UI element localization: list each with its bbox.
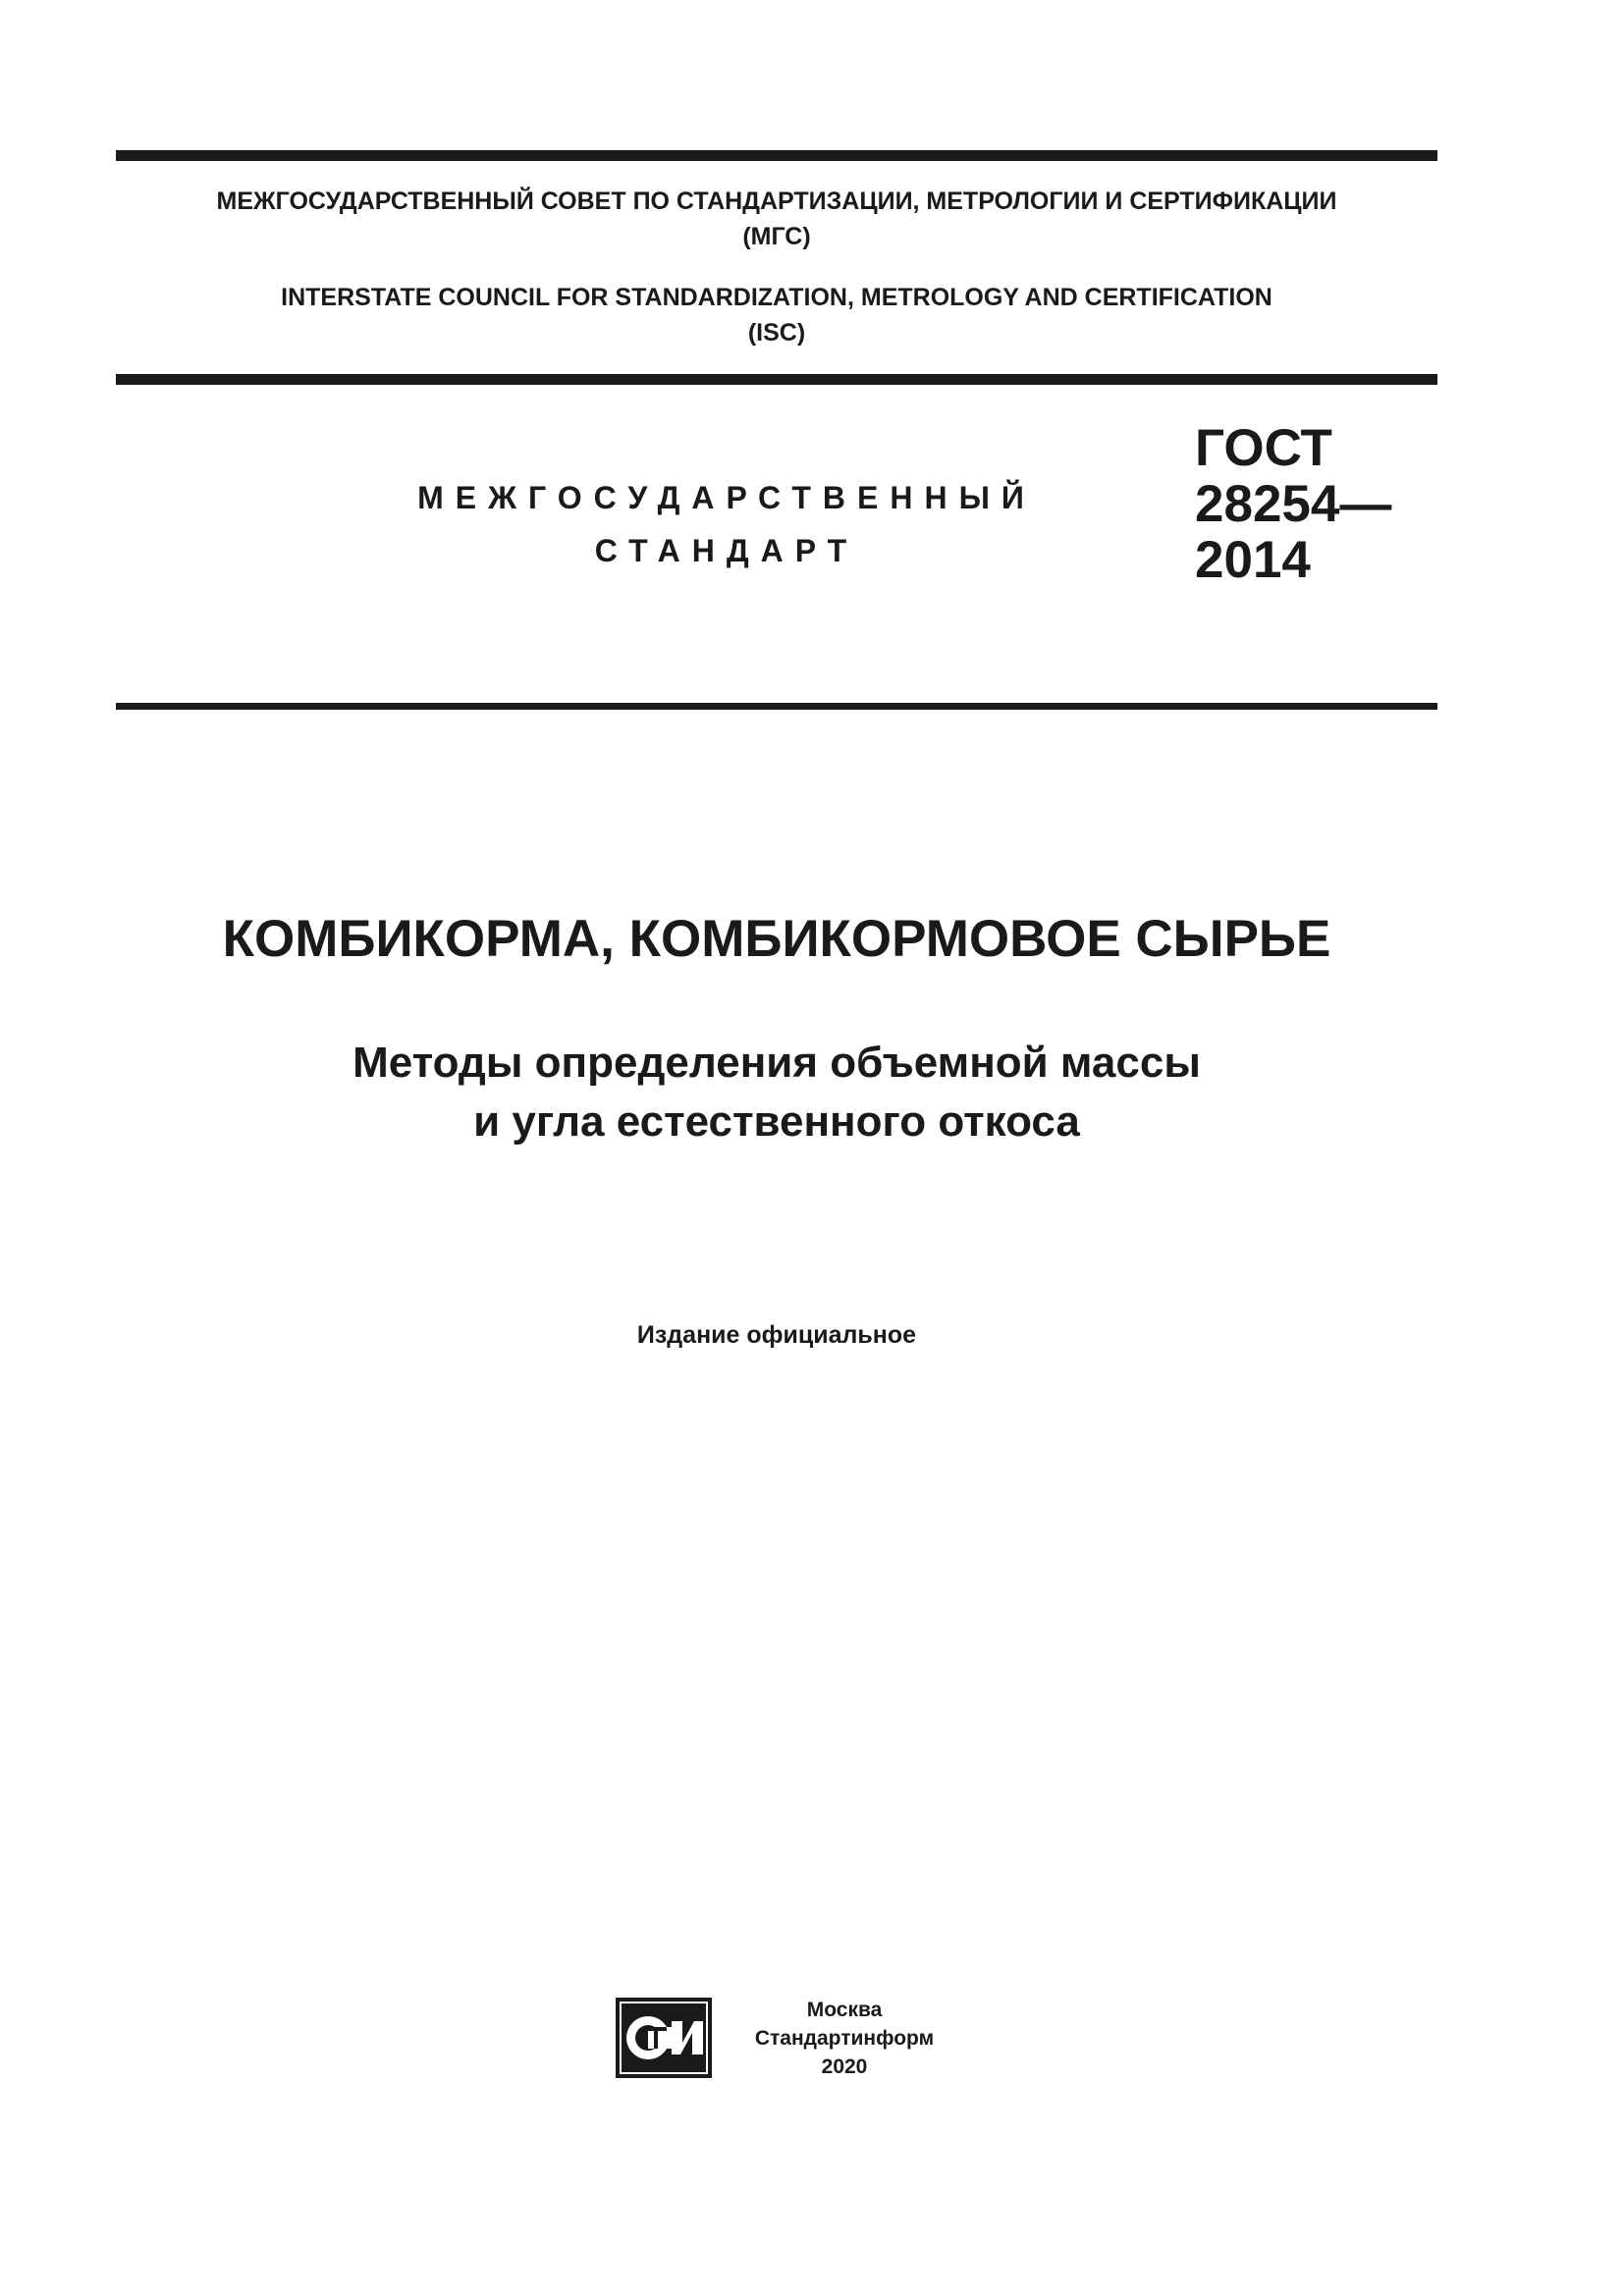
council-abbr-en: (ISC) <box>747 319 806 347</box>
document-subtitle <box>116 1034 1437 1151</box>
designation-prefix: ГОСТ <box>1195 419 1332 477</box>
council-abbr-ru: (МГС) <box>742 223 811 250</box>
edition-note: Издание официальное <box>636 1321 917 1349</box>
council-name-ru-line1: МЕЖГОСУДАРСТВЕННЫЙ СОВЕТ ПО СТАНДАРТИЗАЦИИ, МЕТРОЛОГИИ И СЕРТИФИКАЦИИ <box>216 187 1337 215</box>
subtitle-line1: Методы определения объемной массы <box>352 1039 1201 1087</box>
council-name-en <box>116 280 1437 350</box>
publisher-block <box>727 1996 962 2081</box>
designation-number: 28254— <box>1195 475 1392 533</box>
top-rule <box>116 150 1437 161</box>
standard-kind <box>383 471 1070 577</box>
document-title: КОМБИКОРМА, КОМБИКОРМОВОЕ СЫРЬЕ <box>222 910 1331 968</box>
bottom-rule <box>116 703 1437 710</box>
publisher-city: Москва <box>806 1999 883 2021</box>
standard-kind-line1: МЕЖГОСУДАРСТВЕННЫЙ <box>417 480 1036 515</box>
publisher-year: 2020 <box>821 2056 868 2078</box>
publisher-name: Стандартинформ <box>754 2027 935 2050</box>
standard-designation <box>1195 420 1391 588</box>
standartinform-logo-icon <box>616 1998 712 2078</box>
middle-rule <box>116 374 1437 385</box>
council-name-ru <box>116 184 1437 254</box>
council-name-en-line1: INTERSTATE COUNCIL FOR STANDARDIZATION, METROLOGY AND CERTIFICATION <box>281 284 1272 311</box>
standard-kind-line2: СТАНДАРТ <box>594 533 859 568</box>
subtitle-line2: и угла естественного откоса <box>473 1097 1080 1146</box>
designation-year: 2014 <box>1195 531 1311 589</box>
